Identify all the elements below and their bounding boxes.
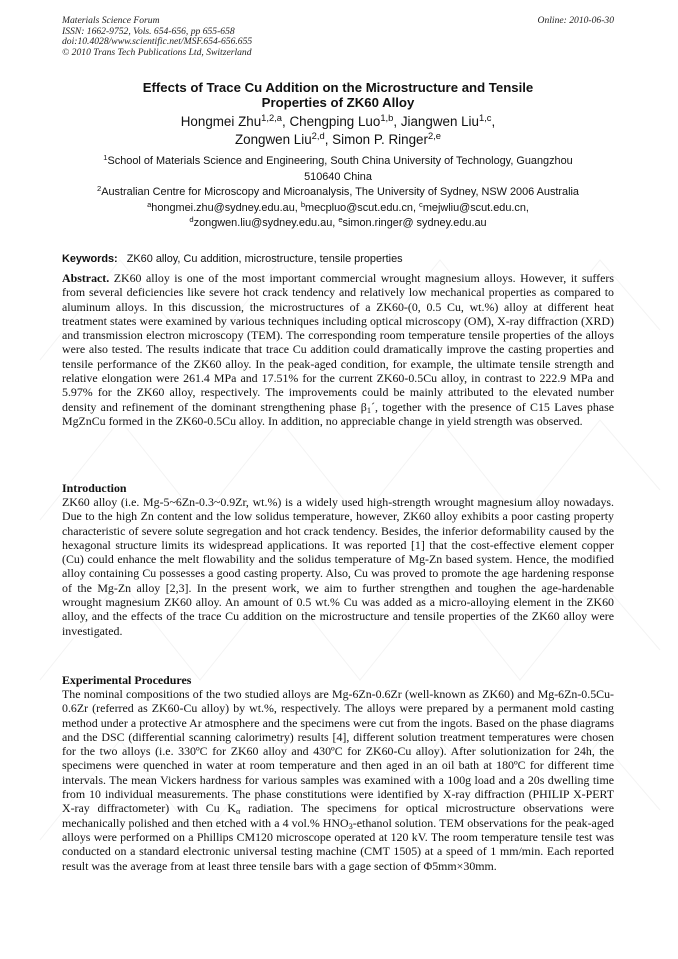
title-line-1: Effects of Trace Cu Addition on the Microstructure and Tensile	[142, 80, 534, 95]
online-date: Online: 2010-06-30	[537, 15, 614, 26]
experimental-text: The nominal compositions of the two studied alloys are Mg-6Zn-0.6Zr (well-known as ZK60) and Mg-6Zn-0.5Cu-0.6Zr (referred as ZK60-Cu alloy) by wt.%, respectively. The alloys were prepared by a permanent mold casting method under a protective Ar atmosphere and the specimens were cut from the ingots. Based on the phase diagrams and the DSC (differential scanning calorimetry) results [4], different solution treatment temperatures were chosen for the two alloys (i.e. 330ºC for ZK60 alloy and 430ºC for ZK60-Cu alloy). After solutionization for 24h, the specimens were quenched in water at room temperature and then aged in an oil bath at 180ºC for different time intervals. The mean Vickers hardness for various samples was examined with a 100g load and a 20s dwelling time from 10 individual measurements. The phase constitutions were identified by X-ray diffraction (PHILIP X-PERT X-ray diffractometer) with Cu $K_\alpha$ radiation. The specimens for optical microstructure observations were mechanically polished and then etched with a 4 vol.% $HNO_3$-ethanol solution. TEM observations for the peak-aged alloys were performed on a Phillips CM120 microscope operated at 120 kV. The room temperature tensile test was conducted on a standard electronic universal testing machine (CMT 1505) at a speed of 1 mm/min. Each reported result was the average from at least three tensile bars with a gage section of Φ5mm×30mm.	[62, 687, 614, 873]
journal-name: Materials Science Forum	[62, 15, 160, 26]
journal-header	[62, 16, 252, 58]
author-name: Zongwen Liu	[234, 132, 312, 147]
email-line-2: $^d$zongwen.liu@sydney.edu.au, $^e$simon.ringer@ sydney.edu.au	[189, 215, 487, 230]
issn-line: ISSN: 1662-9752, Vols. 654-656, pp 655-658	[62, 25, 235, 37]
author-name: Jiangwen Liu	[400, 114, 479, 129]
abstract-label: Abstract.	[62, 271, 110, 285]
paper-title	[62, 81, 614, 110]
title-line-2: Properties of ZK60 Alloy	[261, 94, 415, 110]
author-affil-mark: 1,c	[478, 112, 492, 123]
introduction-heading: Introduction	[62, 481, 127, 495]
affiliation-1: $^1$School of Materials Science and Engineering, South China University of Technology, Guangzhou	[103, 152, 573, 167]
email-link[interactable]: hongmei.zhu@sydney.edu.au,	[151, 201, 301, 214]
email-link[interactable]: zongwen.liu@sydney.edu.au,	[193, 217, 339, 230]
keywords-text: ZK60 alloy, Cu addition, microstructure, tensile properties	[126, 253, 403, 265]
affiliation-1-line-2: 510640 China	[304, 170, 372, 183]
keywords-label: Keywords:	[62, 253, 118, 265]
email-link[interactable]: simon.ringer@ sydney.edu.au	[342, 217, 487, 230]
author-name: Simon P. Ringer	[332, 132, 428, 147]
author-list	[62, 113, 614, 149]
author-affil-mark: 1,2,a	[261, 112, 283, 123]
authors-line-1: Hongmei Zhu$^{1,2,a}$, Chengping Luo$^{1,b}$, Jiangwen Liu$^{1,c}$,	[180, 112, 496, 129]
experimental-heading: Experimental Procedures	[62, 673, 192, 687]
author-affil-mark: 2,d	[311, 130, 325, 141]
author-name: Hongmei Zhu	[180, 114, 262, 129]
email-line-1: $^a$hongmei.zhu@sydney.edu.au, $^b$mecpluo@scut.edu.cn, $^c$mejwliu@scut.edu.cn,	[147, 199, 529, 214]
copyright-line: © 2010 Trans Tech Publications Ltd, Switzerland	[62, 46, 252, 58]
affiliations	[62, 154, 614, 232]
introduction-text: ZK60 alloy (i.e. Mg-5~6Zn-0.3~0.9Zr, wt.%) is a widely used high-strength wrought magnesium alloy nowadays. Due to the high Zn content and the low solidus temperature, however, ZK60 alloy exhibits a poor casting property characteristic of severe solute segregation and hot crack tendency. Besides, the inferior deformability caused by the hexagonal structure limits its widespread applications. It was reported [1] that the cost-effective element copper (Cu) could enhance the melt flowability and the solidus temperature of Mg-Zn based system. Hence, the modified alloy containing Cu possesses a good casting property. Also, Cu was proved to promote the age hardening response of the Mg-Zn alloy [2,3]. In the present work, we aim to further strengthen and toughen the age-hardenable wrought magnesium ZK60 alloy. An amount of 0.5 wt.% Cu was added as a micro-alloying element in the ZK60 alloy, and the effects of the trace Cu addition on the microstructure and tensile properties of the ZK60 alloy were investigated.	[62, 495, 614, 638]
email-link[interactable]: mejwliu@scut.edu.cn,	[422, 201, 529, 214]
authors-line-2: Zongwen Liu$^{2,d}$, Simon P. Ringer$^{2,e}$	[234, 130, 441, 147]
author-name: Chengping Luo	[289, 114, 381, 129]
abstract: Abstract. ZK60 alloy is one of the most important commercial wrought magnesium alloys. However, it suffers from several deficiencies like severe hot crack tendency and relatively low mechanical properties as compared to aluminum alloys. In this discussion, the microstructures of a ZK60-(0, 0.5 Cu, wt.%) alloy at different heat treatment states were examined by various techniques including optical microscopy (OM), X-ray diffraction (XRD) and transmission electron microscopy (TEM). The corresponding room temperature tensile properties of the alloys were also tested. The results indicate that trace Cu addition could dramatically improve the casting properties and tensile performance of the ZK60 alloy. In the peak-aged condition, for example, the ultimate tensile strength and relative elongation were 261.4 MPa and 17.51% for the current ZK60-0.5Cu alloy, in contrast to 222.9 MPa and 5.97% for the ZK60 alloy, respectively. The improvements could be mainly attributed to the elevated number density and refinement of the dominant strengthening phase $\beta_1´$, together with the presence of C15 Laves phase MgZnCu formed in the ZK60-0.5Cu alloy. In addition, no appreciable change in yield strength was observed.	[62, 271, 614, 428]
author-affil-mark: 1,b	[380, 112, 394, 123]
affiliation-2: $^2$Australian Centre for Microscopy and Microanalysis, The University of Sydney, NSW 2006 Australia	[96, 184, 579, 199]
email-link[interactable]: mecpluo@scut.edu.cn,	[305, 201, 420, 214]
doi-line: doi:10.4028/www.scientific.net/MSF.654-656.655	[62, 36, 253, 48]
keywords	[62, 252, 614, 266]
author-affil-mark: 2,e	[427, 130, 441, 141]
